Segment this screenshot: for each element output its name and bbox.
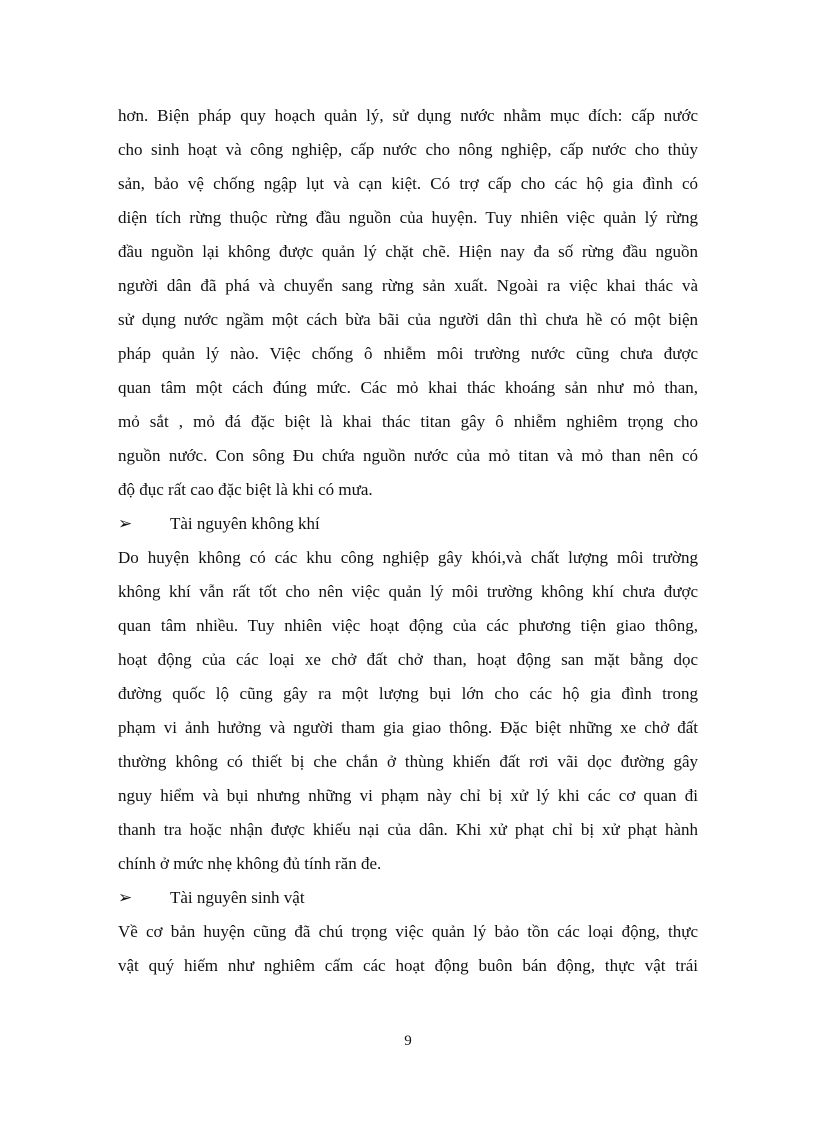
section-heading-label: Tài nguyên sinh vật <box>170 888 305 907</box>
paragraph-water-management <box>118 99 698 507</box>
paragraph-bio-resources <box>118 915 698 983</box>
section-heading-bio <box>118 881 698 915</box>
paragraph-line: hoạt động của các loại xe chở đất chở than, hoạt động san mặt bằng dọc <box>118 650 698 669</box>
document-page <box>118 99 698 983</box>
paragraph-line: đầu nguồn lại không được quản lý chặt chẽ. Hiện nay đa số rừng đầu nguồn <box>118 242 698 261</box>
section-heading-label: Tài nguyên không khí <box>170 514 320 533</box>
paragraph-line: pháp quản lý nào. Việc chống ô nhiễm môi trường nước cũng chưa được <box>118 344 698 363</box>
paragraph-line: Do huyện không có các khu công nghiệp gây khói,và chất lượng môi trường <box>118 548 698 567</box>
paragraph-line: sản, bảo vệ chống ngập lụt và cạn kiệt. Có trợ cấp cho các hộ gia đình có <box>118 174 698 193</box>
paragraph-line: nguồn nước. Con sông Đu chứa nguồn nước của mỏ titan và mỏ than nên có <box>118 446 698 465</box>
paragraph-line: thanh tra hoặc nhận được khiếu nại của dân. Khi xử phạt chỉ bị xử phạt hành <box>118 820 698 839</box>
paragraph-line: độ đục rất cao đặc biệt là khi có mưa. <box>118 480 373 499</box>
paragraph-line: nguy hiểm và bụi nhưng những vi phạm này chỉ bị xử lý khi các cơ quan đi <box>118 786 698 805</box>
arrow-bullet-icon: ➢ <box>118 888 133 907</box>
paragraph-line: mỏ sắt , mỏ đá đặc biệt là khai thác titan gây ô nhiễm nghiêm trọng cho <box>118 412 698 431</box>
paragraph-line: chính ở mức nhẹ không đủ tính răn đe. <box>118 854 382 873</box>
page-number: 9 <box>404 1033 412 1049</box>
paragraph-line: thường không có thiết bị che chắn ở thùng khiến đất rơi vãi dọc đường gây <box>118 752 698 771</box>
paragraph-line: người dân đã phá và chuyển sang rừng sản xuất. Ngoài ra việc khai thác và <box>118 276 698 295</box>
paragraph-line: sử dụng nước ngầm một cách bừa bãi của người dân thì chưa hề có một biện <box>118 310 698 329</box>
paragraph-line: diện tích rừng thuộc rừng đầu nguồn của huyện. Tuy nhiên việc quản lý rừng <box>118 208 698 227</box>
paragraph-line: hơn. Biện pháp quy hoạch quản lý, sử dụng nước nhằm mục đích: cấp nước <box>118 106 698 125</box>
paragraph-line: quan tâm một cách đúng mức. Các mỏ khai thác khoáng sản như mỏ than, <box>118 378 698 397</box>
paragraph-line: vật quý hiếm như nghiêm cấm các hoạt động buôn bán động, thực vật trái <box>118 956 698 975</box>
paragraph-line: phạm vi ảnh hưởng và người tham gia giao thông. Đặc biệt những xe chở đất <box>118 718 698 737</box>
paragraph-line: Về cơ bản huyện cũng đã chú trọng việc quản lý bảo tồn các loại động, thực <box>118 922 698 941</box>
paragraph-line: không khí vẫn rất tốt cho nên việc quản lý môi trường không khí chưa được <box>118 582 698 601</box>
arrow-bullet-icon: ➢ <box>118 514 133 533</box>
paragraph-air-resources <box>118 541 698 881</box>
paragraph-line: quan tâm nhiều. Tuy nhiên việc hoạt động của các phương tiện giao thông, <box>118 616 698 635</box>
section-heading-air <box>118 507 698 541</box>
paragraph-line: cho sinh hoạt và công nghiệp, cấp nước cho nông nghiệp, cấp nước cho thủy <box>118 140 698 159</box>
paragraph-line: đường quốc lộ cũng gây ra một lượng bụi lớn cho các hộ gia đình trong <box>118 684 698 703</box>
